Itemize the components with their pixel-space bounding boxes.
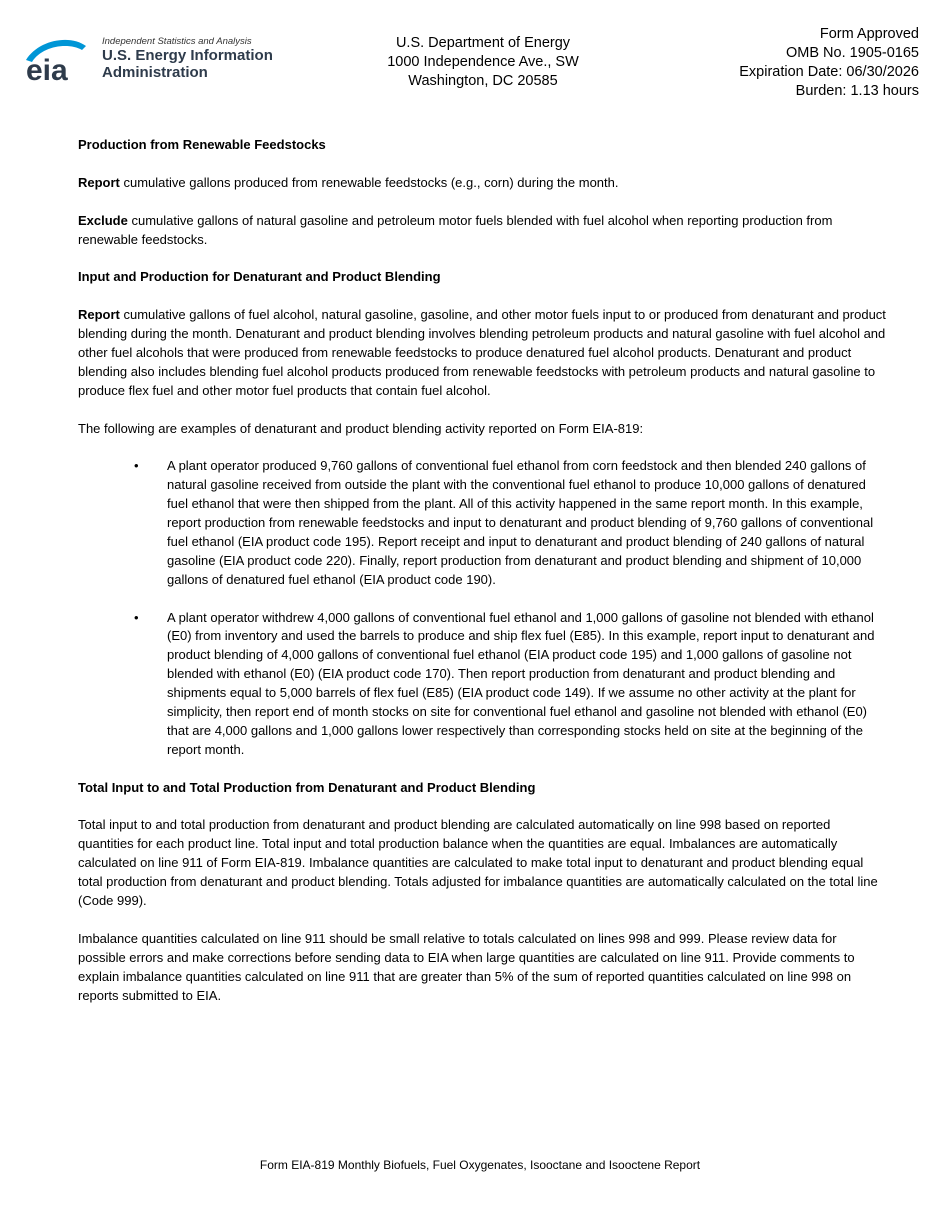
- department-line2: 1000 Independence Ave., SW: [387, 54, 579, 70]
- heading-total-input-production: Total Input to and Total Production from Denaturant and Product Blending: [78, 779, 536, 795]
- logo-tagline: Independent Statistics and Analysis: [102, 36, 252, 47]
- report-text: cumulative gallons of fuel alcohol, natural gasoline, gasoline, and other motor fuels input to or produced from denaturant and product blending during the month. Denaturant and product blending involves blending petroleum products and natural gasoline with fuel alcohol and other fuel alcohols that were produced from renewable feedstocks to produce denatured fuel alcohol products. Denaturant and product blending also includes blending fuel alcohol products produced from renewable feedstocks with petroleum products and natural gasoline to produce flex fuel and other motor fuel products that contain fuel alcohol.: [78, 307, 886, 398]
- heading-denaturant-blending: Input and Production for Denaturant and Product Blending: [78, 269, 441, 285]
- omb-number: OMB No. 1905-0165: [786, 45, 919, 61]
- paragraph-renewable-report: [78, 174, 886, 193]
- expiration-date: Expiration Date: 06/30/2026: [739, 64, 919, 80]
- bullet-icon: •: [134, 458, 139, 474]
- report-lead: Report: [78, 307, 120, 323]
- form-approved: Form Approved: [819, 26, 919, 42]
- eia-logo-mark: [24, 34, 102, 86]
- eia-logo: [24, 34, 294, 86]
- examples-list: [78, 457, 886, 759]
- logo-text-block: [102, 36, 302, 81]
- exclude-lead: Exclude: [78, 212, 128, 228]
- logo-name-line2: Administration: [102, 64, 208, 81]
- report-text: cumulative gallons produced from renewable feedstocks (e.g., corn) during the month.: [119, 174, 619, 190]
- department-line3: Washington, DC 20585: [408, 73, 558, 89]
- document-body: [78, 136, 886, 1024]
- heading-renewable-feedstocks: Production from Renewable Feedstocks: [78, 137, 326, 152]
- logo-mark-text: eia: [26, 54, 68, 86]
- burden-hours: Burden: 1.13 hours: [795, 83, 919, 99]
- paragraph-denaturant-report: [78, 306, 886, 401]
- paragraph-totals-1: Total input to and total production from denaturant and product blending are calculated automatically on line 998 based on reported quantities for each product line. Total input and total production balance when the quantities are equal. Imbalances are automatically calculated on line 911 of Form EIA-819. Imbalance quantities are calculated to make total input to denaturant and product blending equal total production from denaturant and product blending. Totals adjusted for imbalance quantities are automatically calculated on the total line (Code 999).: [78, 817, 878, 909]
- report-lead: Report: [78, 174, 120, 190]
- department-line1: U.S. Department of Energy: [395, 35, 571, 51]
- example-text: A plant operator produced 9,760 gallons of conventional fuel ethanol from corn feedstock and then blended 240 gallons of natural gasoline received from outside the plant with the conventional fuel ethanol to produce 10,000 gallons of denatured fuel ethanol that were then shipped from the plant. All of this activity happened in the same report month. In this example, report production from renewable feedstocks and input to denaturant and product blending of 9,760 gallons of conventional fuel ethanol (EIA product code 195). Report receipt and input to denaturant and product blending of 240 gallons of natural gasoline (EIA product code 220). Finally, report production from denaturant and product blending and shipment of 10,000 gallons of denatured fuel ethanol (EIA product code 190).: [167, 458, 874, 587]
- logo-name-line1: U.S. Energy Information: [102, 47, 273, 64]
- exclude-text: cumulative gallons of natural gasoline and petroleum motor fuels blended with fuel alcohol when reporting production from renewable feedstocks.: [78, 212, 833, 247]
- page-footer: Form EIA-819 Monthly Biofuels, Fuel Oxygenates, Isooctane and Isooctene Report: [259, 1158, 701, 1172]
- bullet-icon: •: [134, 609, 139, 625]
- list-item: [78, 609, 886, 760]
- department-address: [360, 34, 606, 91]
- list-item: [78, 457, 886, 589]
- form-approval-info: [739, 25, 919, 101]
- example-text: A plant operator withdrew 4,000 gallons of conventional fuel ethanol and 1,000 gallons of gasoline not blended with ethanol (E0) from inventory and used the barrels to produce and ship flex fuel (E85). In this example, report input to denaturant and product blending of 4,000 gallons of conventional fuel ethanol (EIA product code 195) and 1,000 gallons of gasoline not blended with ethanol (E0) (EIA product code 170). Then report production from denaturant and product blending and shipments equal to 5,000 barrels of flex fuel (E85) (EIA product code 149). If we assume no other activity at the plant for simplicity, then report end of month stocks on site for conventional fuel ethanol and gasoline not blended with ethanol (E0) that are 4,000 gallons and 1,000 gallons lower respectively than corresponding stocks held on site at the beginning of the report month.: [167, 609, 875, 757]
- paragraph-examples-intro: The following are examples of denaturant and product blending activity reported on Form EIA-819:: [78, 420, 644, 436]
- paragraph-renewable-exclude: [78, 212, 886, 250]
- paragraph-totals-2: Imbalance quantities calculated on line 911 should be small relative to totals calculated on lines 998 and 999. Please review data for possible errors and make corrections before sending data to EIA when large quantities are calculated on line 911. Provide comments to explain imbalance quantities calculated on line 911 that are greater than 5% of the sum of reported quantities calculated on line 998 on reports submitted to EIA.: [78, 930, 855, 1003]
